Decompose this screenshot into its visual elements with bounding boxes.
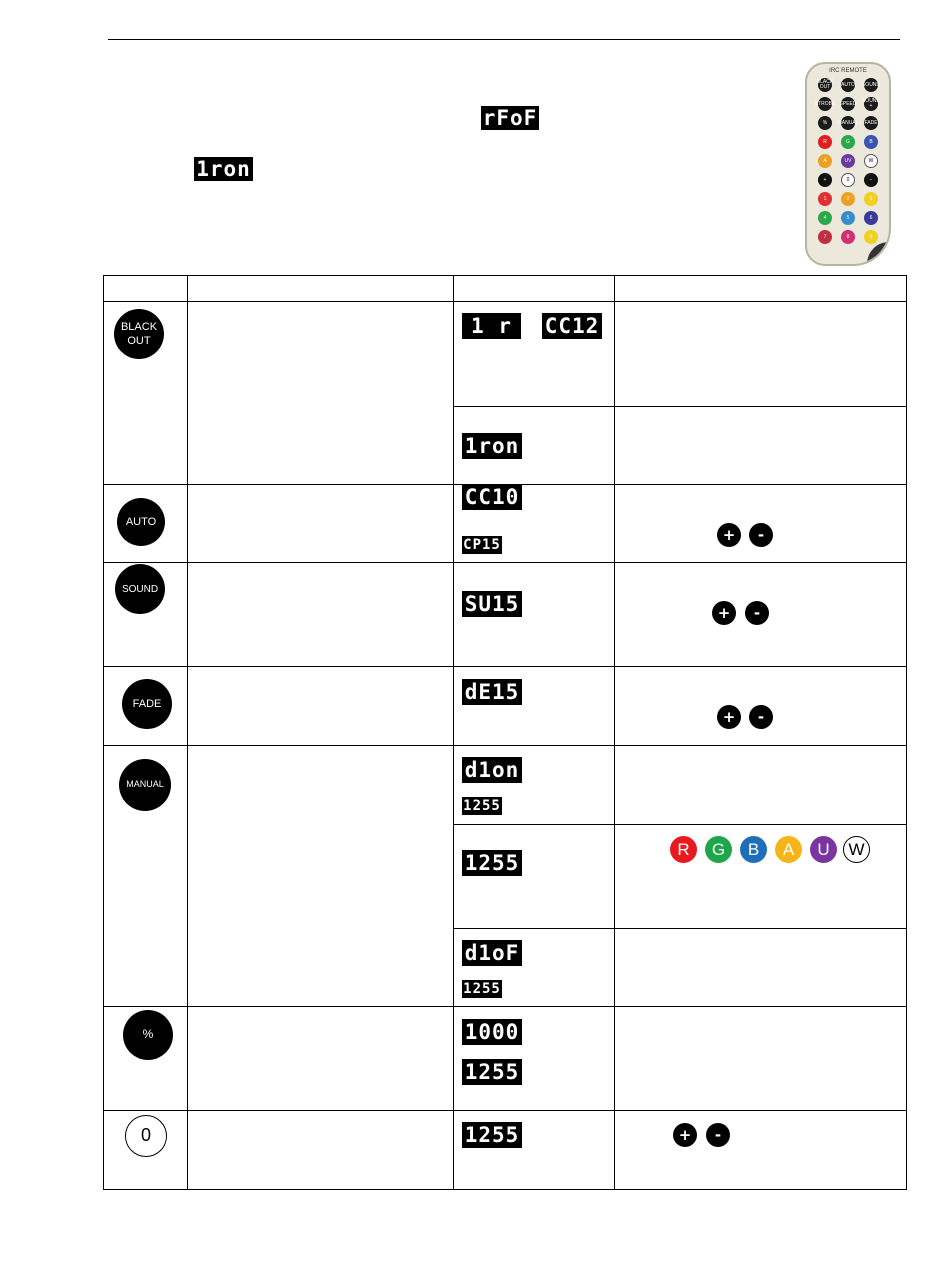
header-rule <box>108 39 900 40</box>
remote-button: 8 <box>841 230 855 244</box>
minus-icon: - <box>706 1123 730 1147</box>
display-1255-b: 1255 <box>462 850 522 876</box>
color-button-g[interactable]: G <box>705 836 732 863</box>
minus-icon: - <box>749 523 773 547</box>
color-button-a[interactable]: A <box>775 836 802 863</box>
display-1255-e: 1255 <box>462 1122 522 1148</box>
display-cc12: CC12 <box>542 313 602 339</box>
remote-button: BLACK OUT <box>816 79 834 90</box>
remote-button: 5 <box>841 211 855 225</box>
remote-control-image <box>805 62 891 266</box>
remote-button: 0 <box>841 173 855 187</box>
remote-button: + <box>818 173 832 187</box>
remote-button: 6 <box>864 211 878 225</box>
display-1255-c: 1255 <box>463 981 501 997</box>
auto-button[interactable]: AUTO <box>117 498 165 546</box>
display-d1of: d1oF <box>462 940 522 966</box>
remote-button: UV <box>841 154 855 168</box>
color-button-w[interactable]: W <box>843 836 870 863</box>
percent-button[interactable]: % <box>123 1010 173 1060</box>
plus-icon: + <box>717 523 741 547</box>
blackout-button[interactable]: BLACK OUT <box>114 309 164 359</box>
display-de15: dE15 <box>462 679 522 705</box>
remote-button: A <box>818 154 832 168</box>
remote-button: 3 <box>864 192 878 206</box>
remote-button: MANUAL <box>841 116 855 130</box>
remote-button: 1 <box>818 192 832 206</box>
remote-corner <box>867 242 889 264</box>
color-button-u[interactable]: U <box>810 836 837 863</box>
display-1255-d: 1255 <box>462 1059 522 1085</box>
remote-button: R <box>818 135 832 149</box>
plus-icon: + <box>717 705 741 729</box>
sound-button[interactable]: SOUND <box>115 564 165 614</box>
display-su15: SU15 <box>462 591 522 617</box>
remote-title: IRC REMOTE <box>829 68 867 74</box>
display-cc10: CC10 <box>462 484 522 510</box>
display-cp15: CP15 <box>463 537 501 553</box>
remote-button: STROBE <box>818 97 832 111</box>
display-d1on: d1on <box>462 757 522 783</box>
remote-button: AUTO <box>841 78 855 92</box>
remote-button: SPEED <box>841 97 855 111</box>
remote-button: FADE <box>864 116 878 130</box>
fade-button[interactable]: FADE <box>122 679 172 729</box>
color-button-r[interactable]: R <box>670 836 697 863</box>
remote-button: % <box>818 116 832 130</box>
remote-button: SOUND + <box>861 98 881 109</box>
remote-button: SOUND <box>864 78 878 92</box>
color-button-b[interactable]: B <box>740 836 767 863</box>
remote-button: 7 <box>818 230 832 244</box>
display-rfof: rFoF <box>482 106 538 130</box>
remote-button: W <box>864 154 878 168</box>
remote-button: 4 <box>818 211 832 225</box>
remote-button: 2 <box>841 192 855 206</box>
remote-button: G <box>841 135 855 149</box>
plus-icon: + <box>712 601 736 625</box>
remote-button: 9 <box>864 230 878 244</box>
minus-icon: - <box>745 601 769 625</box>
minus-icon: - <box>749 705 773 729</box>
remote-button: B <box>864 135 878 149</box>
display-1255-a: 1255 <box>463 798 501 814</box>
display-iron: 1ron <box>194 157 253 181</box>
display-1r: 1 r <box>462 313 521 339</box>
display-1000: 1000 <box>462 1019 522 1045</box>
manual-button[interactable]: MANUAL <box>119 759 171 811</box>
remote-button: − <box>864 173 878 187</box>
display-iron-row: 1ron <box>462 433 522 459</box>
plus-icon: + <box>673 1123 697 1147</box>
zero-button[interactable]: 0 <box>125 1115 167 1157</box>
